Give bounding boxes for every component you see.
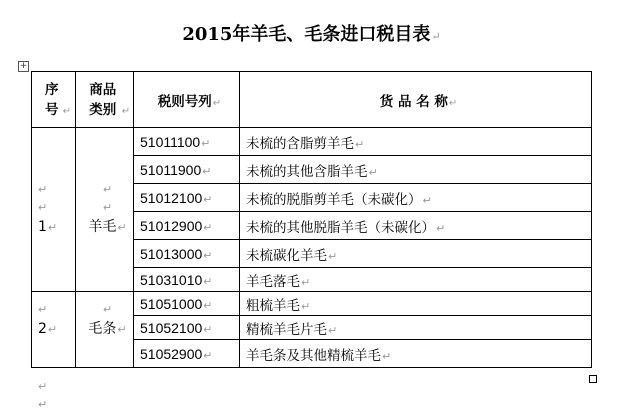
seq-cell: ↵ 2↵ (32, 292, 76, 368)
code-cell: 51031010↵ (134, 268, 240, 292)
paragraph-mark: ↵ (38, 398, 48, 411)
table-row (32, 292, 592, 316)
goods-cell: 羊毛落毛↵ (240, 268, 592, 292)
goods-cell: 未梳碳化羊毛↵ (240, 240, 592, 268)
move-handle-icon[interactable]: + (19, 61, 28, 71)
code-cell: 51052900↵ (134, 340, 240, 368)
header-goods: 货 品 名 称↵ (240, 72, 592, 128)
code-cell: 51051000↵ (134, 292, 240, 316)
goods-cell: 羊毛条及其他精梳羊毛↵ (240, 340, 592, 368)
goods-cell: 粗梳羊毛↵ (240, 292, 592, 316)
code-cell: 51012100↵ (134, 184, 240, 212)
seq-cell: ↵ ↵ 1↵ (32, 128, 76, 292)
code-cell: 51011900↵ (134, 156, 240, 184)
goods-cell: 未梳的含脂剪羊毛↵ (240, 128, 592, 156)
tariff-table (31, 71, 592, 368)
header-category: 商品类别 ↵ (76, 72, 134, 128)
goods-cell: 精梳羊毛片毛↵ (240, 316, 592, 340)
category-cell: ↵ ↵ 羊毛↵ (76, 128, 134, 292)
code-cell: 51012900↵ (134, 212, 240, 240)
category-cell: ↵ 毛条↵ (76, 292, 134, 368)
paragraph-mark: ↵ (431, 30, 441, 43)
code-cell: 51052100↵ (134, 316, 240, 340)
header-code: 税则号列↵ (134, 72, 240, 128)
header-seq: 序号 ↵ (32, 72, 76, 128)
paragraph-mark: ↵ (38, 380, 48, 393)
goods-cell: 未梳的脱脂剪羊毛（未碳化）↵ (240, 184, 592, 212)
code-cell: 51013000↵ (134, 240, 240, 268)
table-row (32, 128, 592, 156)
table-resize-handle[interactable] (589, 375, 597, 383)
document-title: 2015年羊毛、毛条进口税目表↵ (182, 24, 441, 45)
goods-cell: 未梳的其他含脂羊毛↵ (240, 156, 592, 184)
header-row (32, 72, 592, 128)
code-cell: 51011100↵ (134, 128, 240, 156)
goods-cell: 未梳的其他脱脂羊毛（未碳化）↵ (240, 212, 592, 240)
